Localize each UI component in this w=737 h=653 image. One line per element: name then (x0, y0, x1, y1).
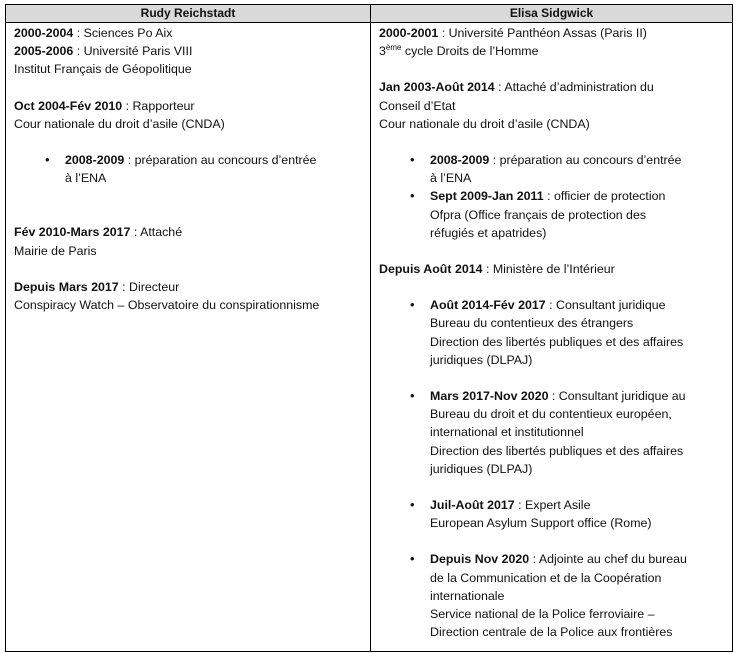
left-education-3: Institut Français de Géopolitique (14, 62, 192, 77)
content-row (6, 23, 733, 652)
header-elisa-sidgwick: Elisa Sidgwick (371, 5, 733, 23)
left-education-2: 2005-2006 : Université Paris VIII (14, 44, 193, 59)
right-job-2-title: Depuis Août 2014 : Ministère de l’Intérieur (379, 262, 615, 277)
left-job-1-title: Oct 2004-Fév 2010 : Rapporteur (14, 98, 195, 113)
right-job-2-bullets (379, 296, 724, 641)
list-item: • Août 2014-Fév 2017 : Consultant juridique Bureau du contentieux des étrangers Direction des libertés publiques et des affaires juridiques (DLPAJ) (379, 296, 724, 369)
list-item: • Sept 2009-Jan 2011 : officier de protection Ofpra (Office français de protection des réfugiés et apatrides) (379, 187, 724, 242)
left-education-1: 2000-2004 : Sciences Po Aix (14, 26, 173, 40)
left-job-1-bullets (14, 151, 362, 169)
right-education-1: 2000-2001 : Université Panthéon Assas (Paris II) (379, 26, 647, 40)
list-item: • Mars 2017-Nov 2020 : Consultant juridique au Bureau du droit et du contentieux européen, international et institutionnel Direction des libertés publiques et des affaires juridiques (DLPAJ) (379, 387, 724, 478)
left-job-3-title: Depuis Mars 2017 : Directeur (14, 279, 180, 294)
list-item: • 2008-2009 : préparation au concours d’entrée (14, 151, 362, 169)
cv-comparison-table (5, 4, 733, 652)
right-job-1-bullets (379, 151, 724, 242)
left-job-1-bullet-cont: à l’ENA (65, 171, 107, 186)
right-job-1-title: Jan 2003-Août 2014 : Attaché d’administration du (379, 80, 654, 95)
header-rudy-reichstadt: Rudy Reichstadt (6, 5, 371, 23)
header-row (6, 5, 733, 23)
right-education-2: 3ème cycle Droits de l’Homme (379, 43, 539, 59)
list-item: • 2008-2009 : préparation au concours d’entrée à l’ENA (379, 151, 724, 187)
left-job-2-org: Mairie de Paris (14, 243, 97, 258)
left-job-1-org: Cour nationale du droit d’asile (CNDA) (14, 116, 225, 131)
list-item: • Juil-Août 2017 : Expert Asile European Asylum Support office (Rome) (379, 496, 724, 532)
right-column (371, 23, 733, 652)
left-job-3-org: Conspiracy Watch – Observatoire du conspirationnisme (14, 298, 320, 313)
left-column (6, 23, 371, 652)
list-item: • Depuis Nov 2020 : Adjointe au chef du bureau de la Communication et de la Coopération internationale Service national de la Police ferroviaire – Direction centrale de la Police aux frontières (379, 550, 724, 641)
right-job-1-title-cont: Conseil d’Etat (379, 98, 456, 113)
left-job-2-title: Fév 2010-Mars 2017 : Attaché (14, 225, 183, 240)
right-job-1-org: Cour nationale du droit d’asile (CNDA) (379, 116, 590, 131)
